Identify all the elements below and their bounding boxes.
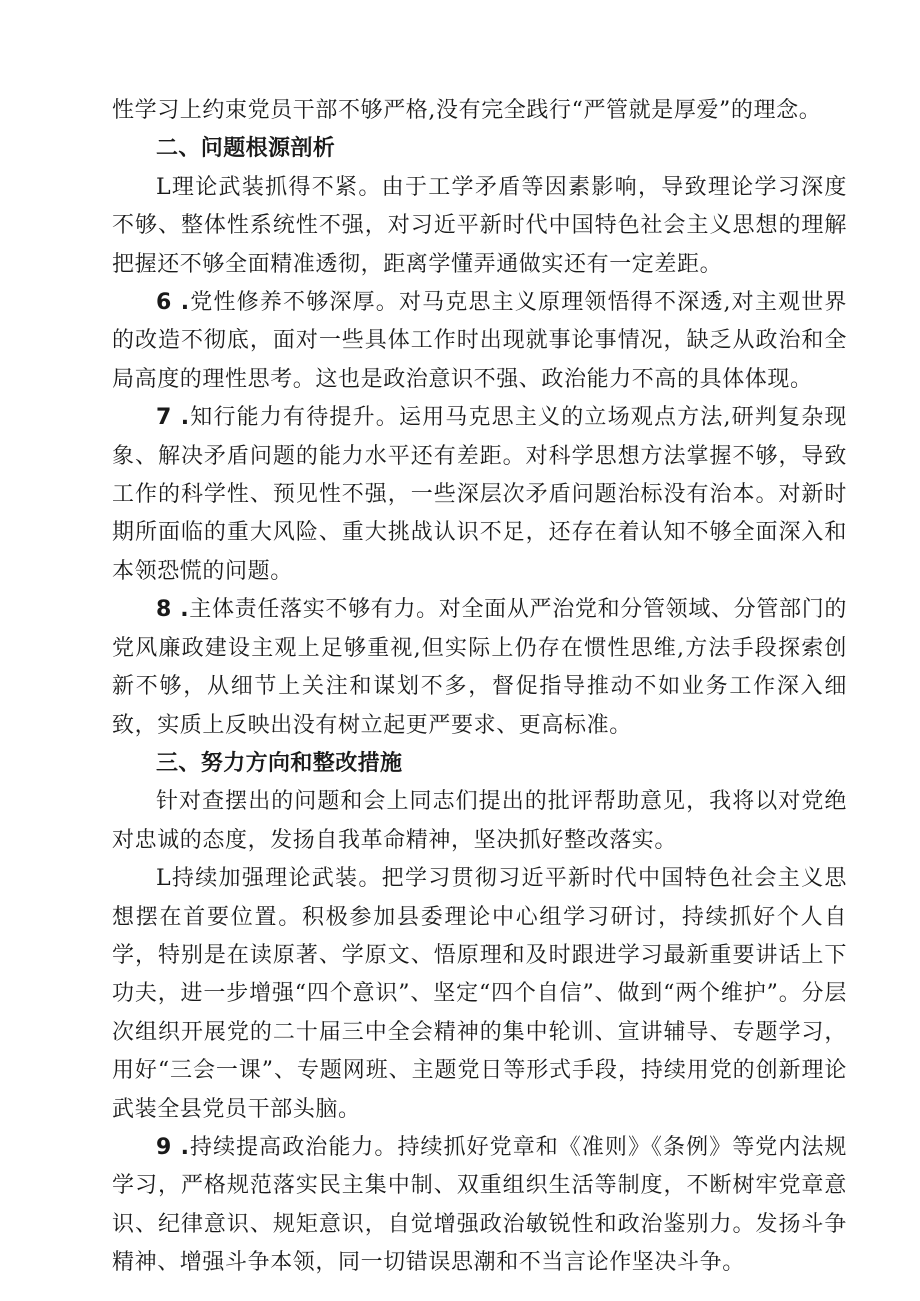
item-number: 7 . — [156, 405, 190, 431]
paragraph-text: 党性修养不够深厚。对马克思主义原理领悟得不深透,对主观世界的改造不彻底，面对一些具体工作时出现就事论事情况，缺乏从政治和全局高度的理性思考。这也是政治意识不强、政治能力不高的具体体现。 — [112, 290, 848, 392]
paragraph-political-ability — [112, 1129, 847, 1283]
paragraph-text: 主体责任落实不够有力。对全面从严治党和分管领域、分管部门的党风廉政建设主观上足够重视,但实际上仍存在惯性思维,方法手段探索创新不够，从细节上关注和谋划不多，督促指导推动不如业务工作深入细致，实质上反映出没有树立起更严要求、更高标准。 — [112, 597, 848, 738]
paragraph-theory-measures: L持续加强理论武装。把学习贯彻习近平新时代中国特色社会主义思想摆在首要位置。积极参加县委理论中心组学习研讨，持续抓好个人自学，特别是在读原著、学原文、悟原理和及时跟进学习最新重要讲话上下功夫，进一步增强“四个意识”、坚定“四个自信”、做到“两个维护”。分层次组织开展党的二十届三中全会精神的集中轮训、宣讲辅导、专题学习，用好“三会一课”、专题网班、主题党日等形式手段，持续用党的创新理论武装全县党员干部头脑。 — [112, 866, 847, 1122]
paragraph-text: 持续提高政治能力。持续抓好党章和《准则》《条例》等党内法规学习，严格规范落实民主集中制、双重组织生活等制度，不断树牢党章意识、纪律意识、规矩意识，自觉增强政治敏锐性和政治鉴别力。发扬斗争精神、增强斗争本领，同一切错误思潮和不当言论作坚决斗争。 — [112, 1134, 847, 1276]
item-number: 9 . — [156, 1134, 190, 1160]
document-page — [112, 92, 847, 1283]
paragraph-party-spirit — [112, 284, 847, 399]
paragraph-ability — [112, 399, 847, 591]
paragraph-theory: L理论武装抓得不紧。由于工学矛盾等因素影响，导致理论学习深度不够、整体性系统性不强，对习近平新时代中国特色社会主义思想的理解把握还不够全面精准透彻，距离学懂弄通做实还有一定差距。 — [112, 174, 847, 277]
paragraph-text: 知行能力有待提升。运用马克思主义的立场观点方法,研判复杂现象、解决矛盾问题的能力水平还有差距。对科学思想方法掌握不够，导致工作的科学性、预见性不强，一些深层次矛盾问题治标没有治本。对新时期所面临的重大风险、重大挑战认识不足，还存在着认知不够全面深入和本领恐慌的问题。 — [112, 405, 848, 584]
section-heading-root-cause: 二、问题根源剖析 — [156, 136, 336, 162]
paragraph-continued: 性学习上约束党员干部不够严格,没有完全践行“严管就是厚爱”的理念。 — [112, 98, 822, 123]
paragraph-intro-measures: 针对查摆出的问题和会上同志们提出的批评帮助意见，我将以对党绝对忠诚的态度，发扬自我革命精神，坚决抓好整改落实。 — [112, 789, 847, 853]
item-number: 8 . — [156, 597, 190, 623]
item-number: 6 . — [156, 290, 190, 316]
paragraph-responsibility — [112, 591, 847, 745]
section-heading-measures: 三、努力方向和整改措施 — [156, 750, 403, 776]
